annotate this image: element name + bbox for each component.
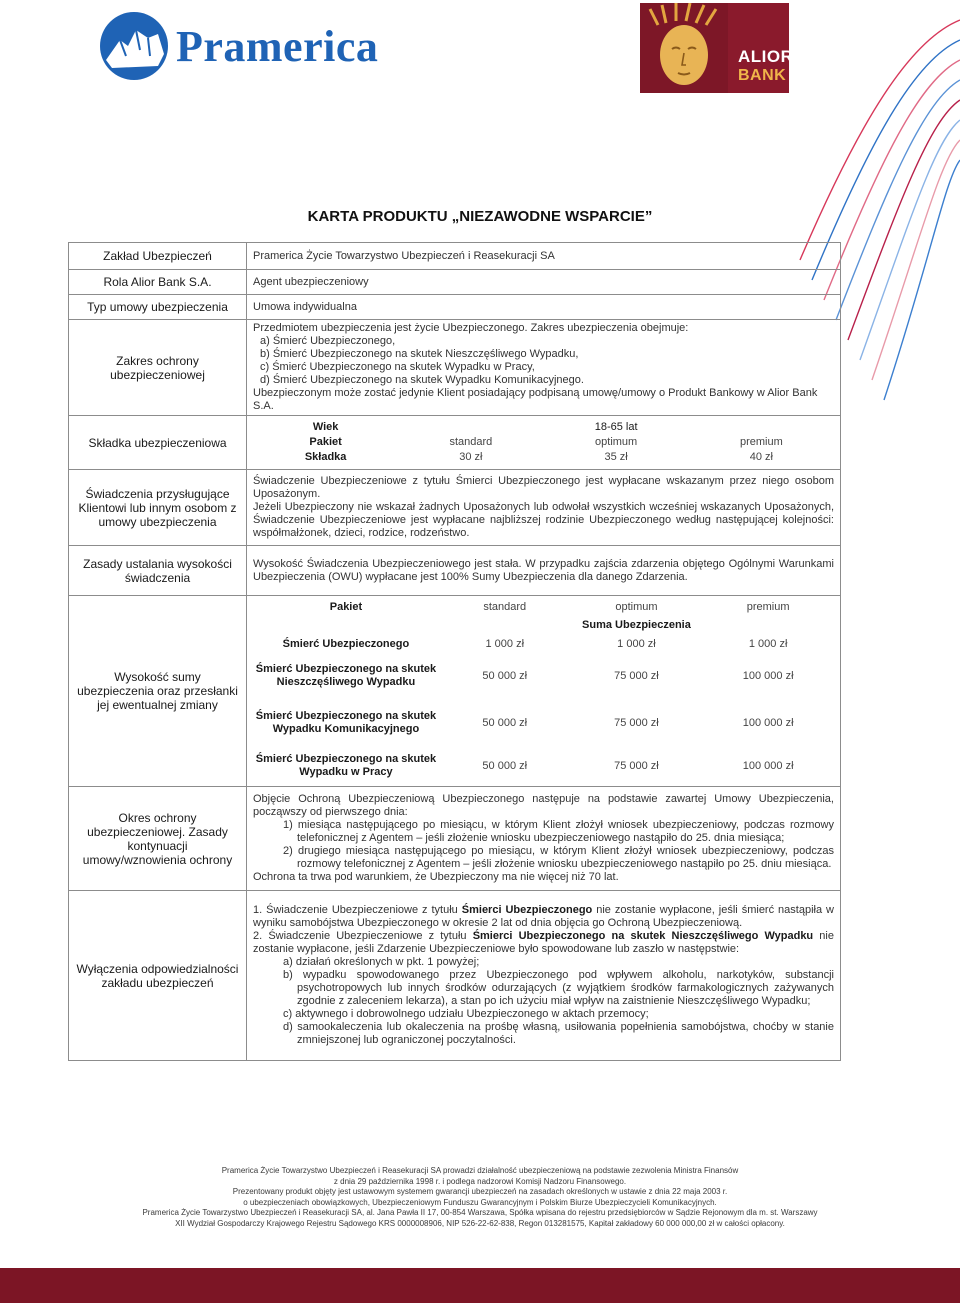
alior-bank-logo bbox=[640, 3, 794, 93]
zakres-outro: Ubezpieczonym może zostać jedynie Klient posiadający podpisaną umowę/umowy o Produkt Bankowy w Alior Bank S.A. bbox=[253, 387, 818, 412]
value-zaklad: Pramerica Życie Towarzystwo Ubezpieczeń i Reasekuracji SA bbox=[247, 243, 841, 270]
footer-line: o ubezpieczeniach obowiązkowych, Ubezpieczeniowym Funduszu Gwarancyjnym i Polskim Biurze Ubezpieczycieli Komunikacyjnych. bbox=[243, 1197, 717, 1207]
row-wysokosc bbox=[69, 596, 841, 787]
sa-value: 50 000 zł bbox=[482, 759, 528, 772]
okres-intro: Objęcie Ochroną Ubezpieczeniową Ubezpieczonego następuje na podstawie zawartej Umowy Ubezpieczenia, począwszy od pierwszego dnia: bbox=[253, 793, 834, 818]
label-okres: Okres ochrony ubezpieczeniowej. Zasady kontynuacji umowy/wznowienia ochrony bbox=[69, 787, 247, 891]
row-typ bbox=[69, 295, 841, 320]
zakres-list bbox=[253, 335, 834, 387]
sa-value: 75 000 zł bbox=[614, 759, 659, 772]
swiadczenia-p2: Jeżeli Ubezpieczony nie wskazał żadnych Uposażonych lub odwołał wszystkich wcześniej wskazanych Uposażonych, Świadczenie Ubezpieczeniowe jest wypłacane najbliższej rodzinie Ubezpieczonego według następującej kolejności: współmałżonek, dzieci, rodzice, rodzeństwo. bbox=[253, 501, 834, 539]
wylaczenia-item-b: b) wypadku spowodowanego przez Ubezpieczonego pod wpływem alkoholu, narkotyków, substancji psychotropowych lub innych środków odurzających (z wyjątkiem środków farmakologicznych zażywanych zgodnie z zaleceniem lekarza), a stan po ich użyciu miał wpływ na zaistnienie Nieszczęśliwego Wypadku; bbox=[283, 969, 834, 1007]
skladka-label: Składka bbox=[304, 451, 347, 463]
pramerica-logo bbox=[98, 10, 378, 82]
row-rola bbox=[69, 270, 841, 295]
wiek-label: Wiek bbox=[312, 421, 339, 433]
bottom-brand-bar bbox=[0, 1268, 960, 1303]
pakiet-premium: premium bbox=[739, 436, 783, 448]
footer-line: Prezentowany produkt objęty jest ustawowym systemem gwarancji ubezpieczeń na zasadach określonych w ustawie z dnia 22 maja 2003 r. bbox=[232, 1187, 728, 1197]
row-zaklad bbox=[69, 243, 841, 270]
sa-suma-label: Suma Ubezpieczenia bbox=[582, 618, 691, 631]
wylaczenia-p1-text: 1. Świadczenie Ubezpieczeniowe z tytułu bbox=[253, 904, 462, 916]
pakiet-standard: standard bbox=[449, 436, 493, 448]
zakres-item-c: c) Śmierć Ubezpieczonego na skutek Wypadku w Pracy, bbox=[260, 361, 535, 373]
sa-value: 50 000 zł bbox=[482, 669, 528, 682]
sa-value: 100 000 zł bbox=[742, 716, 794, 729]
sa-pakiet-label: Pakiet bbox=[329, 600, 363, 613]
sa-value: 75 000 zł bbox=[614, 669, 659, 682]
footer-line: XII Wydział Gospodarczy Krajowego Rejestru Sądowego KRS 0000008906, NIP 526-22-62-838, Regon 013281575, Kapitał zakładowy 60 000 000,00 zł w całości opłacony. bbox=[175, 1218, 785, 1228]
value-zakres bbox=[247, 320, 841, 416]
label-skladka: Składka ubezpieczeniowa bbox=[69, 416, 247, 470]
label-zakres: Zakres ochrony ubezpieczeniowej bbox=[69, 320, 247, 416]
wylaczenia-list bbox=[253, 956, 834, 1047]
product-card-table bbox=[68, 242, 841, 1061]
sa-value: 1 000 zł bbox=[617, 637, 656, 650]
row-wylaczenia bbox=[69, 891, 841, 1061]
sum-insured-table bbox=[253, 598, 834, 784]
wylaczenia-item-c: c) aktywnego i dobrowolnego udziału Ubezpieczonego w aktach przemocy; bbox=[283, 1008, 649, 1020]
sa-pakiet-optimum: optimum bbox=[615, 600, 658, 613]
page-title: KARTA PRODUKTU „NIEZAWODNE WSPARCIE” bbox=[307, 208, 653, 225]
footer-line: Pramerica Życie Towarzystwo Ubezpieczeń i Reasekuracji SA, al. Jana Pawła II 17, 00-854 Warszawa, Spółka wpisana do rejestru przedsiębiorców w Sądzie Rejonowym dla m. st. Warszawy bbox=[142, 1208, 818, 1218]
label-rola: Rola Alior Bank S.A. bbox=[69, 270, 247, 295]
value-swiadczenia bbox=[247, 470, 841, 546]
okres-item-1: 1) miesiąca następującego po miesiącu, w którym Klient złożył wniosek ubezpieczeniowy, podczas rozmowy telefonicznej z Agentem – jeśli złożenie wniosku ubezpieczeniowego nastąpiło do 25. dnia miesiąca; bbox=[283, 819, 834, 844]
footer-line: z dnia 29 października 1998 r. i podlega nadzorowi Komisji Nadzoru Finansowego. bbox=[333, 1176, 627, 1186]
value-rola: Agent ubezpieczeniowy bbox=[247, 270, 841, 295]
pakiet-label: Pakiet bbox=[309, 436, 342, 448]
sa-value: 1 000 zł bbox=[748, 637, 788, 650]
sa-row-name: Śmierć Ubezpieczonego na skutek Nieszczęśliwego Wypadku bbox=[255, 663, 437, 688]
row-zakres bbox=[69, 320, 841, 416]
sa-value: 100 000 zł bbox=[742, 669, 794, 682]
label-zaklad: Zakład Ubezpieczeń bbox=[69, 243, 247, 270]
wylaczenia-p2-bold: Śmierci Ubezpieczonego na skutek Nieszczęśliwego Wypadku bbox=[472, 930, 814, 942]
zakres-item-d: d) Śmierć Ubezpieczonego na skutek Wypadku Komunikacyjnego. bbox=[260, 374, 584, 386]
value-okres bbox=[247, 787, 841, 891]
wylaczenia-p2-text-end: nie zostanie wypłacone, jeśli Zdarzenie Ubezpieczeniowe było spowodowane lub zaszło w następstwie: bbox=[253, 930, 834, 955]
sa-pakiet-premium: premium bbox=[746, 600, 790, 613]
label-zasady: Zasady ustalania wysokości świadczenia bbox=[69, 546, 247, 596]
alior-brand-line1: ALIOR bbox=[738, 47, 794, 66]
sa-value: 50 000 zł bbox=[482, 716, 528, 729]
skladka-premium: 40 zł bbox=[749, 451, 773, 463]
row-zasady bbox=[69, 546, 841, 596]
wylaczenia-p1 bbox=[253, 904, 834, 930]
value-wylaczenia bbox=[247, 891, 841, 1061]
footer-line: Pramerica Życie Towarzystwo Ubezpieczeń i Reasekuracji SA prowadzi działalność ubezpieczeniową na podstawie zezwolenia Ministra Finansów bbox=[221, 1166, 739, 1175]
value-typ: Umowa indywidualna bbox=[247, 295, 841, 320]
sa-row-name: Śmierć Ubezpieczonego bbox=[282, 637, 410, 650]
row-okres bbox=[69, 787, 841, 891]
label-wysokosc: Wysokość sumy ubezpieczenia oraz przesłanki jej ewentualnej zmiany bbox=[69, 596, 247, 787]
label-swiadczenia: Świadczenia przysługujące Klientowi lub innym osobom z umowy ubezpieczenia bbox=[69, 470, 247, 546]
wylaczenia-p2 bbox=[253, 930, 834, 956]
label-typ: Typ umowy ubezpieczenia bbox=[69, 295, 247, 320]
wylaczenia-p1-bold: Śmierci Ubezpieczonego bbox=[461, 904, 593, 916]
skladka-standard: 30 zł bbox=[459, 451, 483, 463]
wiek-value: 18-65 lat bbox=[594, 421, 638, 433]
sa-value: 75 000 zł bbox=[614, 716, 659, 729]
pramerica-brand-name: Pramerica bbox=[176, 21, 379, 71]
row-swiadczenia bbox=[69, 470, 841, 546]
skladka-optimum: 35 zł bbox=[604, 451, 628, 463]
premium-table bbox=[253, 420, 834, 465]
zakres-intro: Przedmiotem ubezpieczenia jest życie Ubezpieczonego. Zakres ubezpieczenia obejmuje: bbox=[253, 322, 689, 334]
value-zasady: Wysokość Świadczenia Ubezpieczeniowego jest stała. W przypadku zajścia zdarzenia objętego Ogólnymi Warunkami Ubezpieczenia (OWU) wypłacane jest 100% Sumy Ubezpieczenia dla danego Zdarzenia. bbox=[247, 546, 841, 596]
okres-item-2: 2) drugiego miesiąca następującego po miesiącu, w którym Klient złożył wniosek ubezpieczeniowy, podczas rozmowy telefonicznej z Agentem – jeśli złożenie wniosku ubezpieczeniowego nastąpiło po 25. dniu miesiąca. bbox=[283, 845, 834, 870]
value-skladka bbox=[247, 416, 841, 470]
swiadczenia-p1: Świadczenie Ubezpieczeniowe z tytułu Śmierci Ubezpieczonego jest wypłacane wskazanym przez niego osobom Uposażonym. bbox=[253, 475, 834, 500]
sa-row-name: Śmierć Ubezpieczonego na skutek Wypadku w Pracy bbox=[255, 753, 437, 778]
wylaczenia-item-d: d) samookaleczenia lub okaleczenia na prośbę własną, usiłowania popełnienia samobójstwa, choćby w stanie zmniejszonej lub ograniczonej poczytalności. bbox=[283, 1021, 834, 1046]
wylaczenia-p1-text-end: nie zostanie wypłacone, jeśli śmierć nastąpiła w wyniku samobójstwa Ubezpieczonego w okresie 2 lat od dnia objęcia go Ochroną Ubezpieczeniową. bbox=[253, 904, 834, 929]
row-skladka bbox=[69, 416, 841, 470]
pakiet-optimum: optimum bbox=[595, 436, 638, 448]
okres-list bbox=[253, 819, 834, 871]
label-wylaczenia: Wyłączenia odpowiedzialności zakładu ubezpieczeń bbox=[69, 891, 247, 1061]
alior-face-emblem bbox=[640, 3, 728, 93]
sa-value: 1 000 zł bbox=[485, 637, 525, 650]
okres-outro: Ochrona ta trwa pod warunkiem, że Ubezpieczony ma nie więcej niż 70 lat. bbox=[253, 871, 619, 883]
wylaczenia-item-a: a) działań określonych w pkt. 1 powyżej; bbox=[283, 956, 480, 968]
wylaczenia-p2-text: 2. Świadczenie Ubezpieczeniowe z tytułu bbox=[253, 930, 473, 942]
zakres-item-b: b) Śmierć Ubezpieczonego na skutek Nieszczęśliwego Wypadku, bbox=[260, 348, 579, 360]
sa-value: 100 000 zł bbox=[742, 759, 794, 772]
rock-icon bbox=[98, 10, 170, 82]
sa-row-name: Śmierć Ubezpieczonego na skutek Wypadku Komunikacyjnego bbox=[255, 710, 437, 735]
zakres-item-a: a) Śmierć Ubezpieczonego, bbox=[260, 335, 396, 347]
alior-brand-line2: BANK bbox=[738, 67, 787, 84]
sa-pakiet-standard: standard bbox=[483, 600, 527, 613]
legal-footer bbox=[60, 1166, 900, 1230]
value-wysokosc bbox=[247, 596, 841, 787]
